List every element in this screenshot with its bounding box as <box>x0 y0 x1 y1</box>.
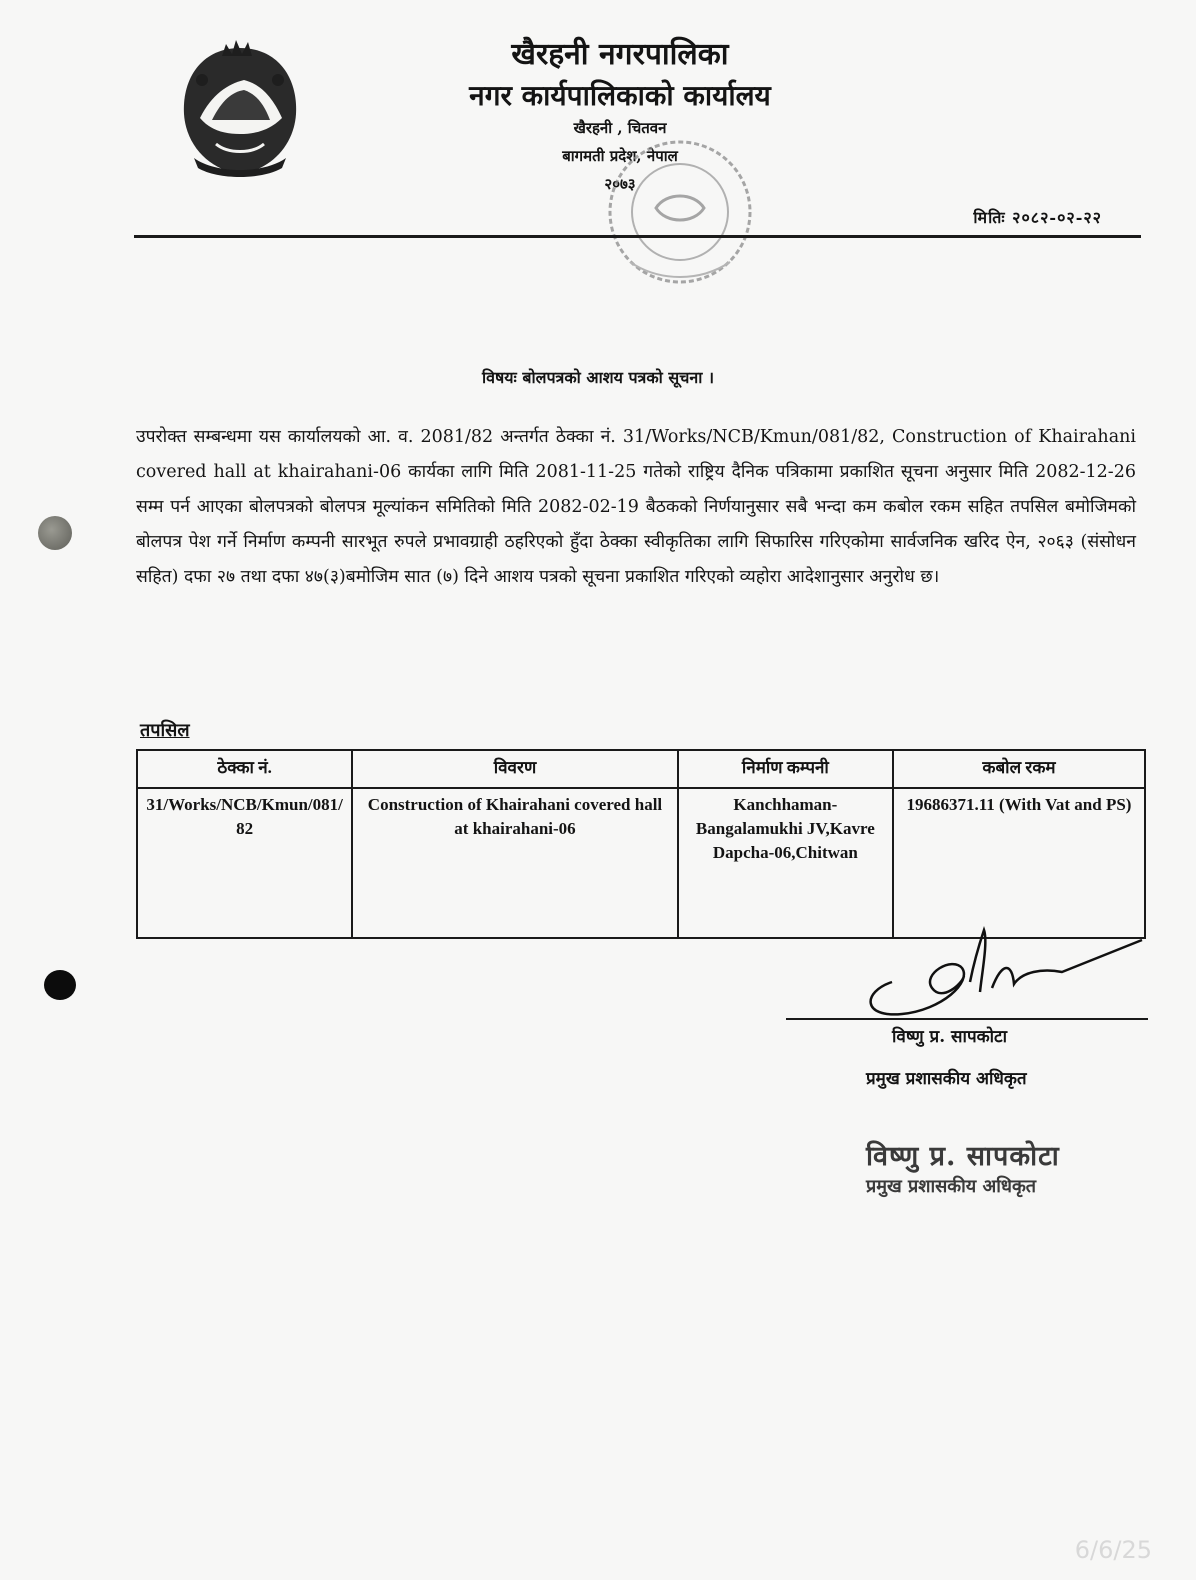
signer-name: विष्णु प्र. सापकोटा <box>892 1027 1008 1047</box>
corner-note: 6/6/25 <box>1074 1536 1152 1564</box>
table-header-row <box>137 750 1145 788</box>
header-divider <box>134 235 1141 238</box>
office-stamp-icon <box>590 112 770 312</box>
letter-date: मितिः २०८२-०२-२२ <box>973 208 1102 227</box>
office-name: नगर कार्यपालिकाको कार्यालय <box>469 79 771 112</box>
punch-hole-top <box>38 516 72 550</box>
cell-contract-no: 31/Works/NCB/Kmun/081/82 <box>137 788 352 938</box>
signature-icon <box>852 922 1152 1022</box>
details-table <box>136 749 1146 939</box>
header-contract-no: ठेक्का नं. <box>137 750 352 788</box>
address-line-1: खैरहनी , चितवन <box>573 119 667 137</box>
seal-name: विष्णु प्र. सापकोटा <box>866 1141 1060 1172</box>
cell-company: Kanchhaman-Bangalamukhi JV,Kavre Dapcha-06,Chitwan <box>678 788 893 938</box>
cell-description: Construction of Khairahani covered hall at khairahani-06 <box>352 788 678 938</box>
signature-line <box>786 1018 1148 1020</box>
header-company: निर्माण कम्पनी <box>678 750 893 788</box>
letter-body: उपरोक्त सम्बन्धमा यस कार्यालयको आ. व. 2081/82 अन्तर्गत ठेक्का नं. 31/Works/NCB/Kmun/081/82, Construction of Khairahani covered hall at khairahani-06 कार्यका लागि मिति 2081-11-25 गतेको राष्ट्रिय दैनिक पत्रिकामा प्रकाशित सूचना अनुसार मिति 2082-12-26 सम्म पर्न आएका बोलपत्रको बोलपत्र मूल्यांकन समितिको मिति 2082-02-19 बैठकको निर्णयानुसार सबै भन्दा कम कबोल रकम सहित तपसिल बमोजिमको बोलपत्र पेश गर्ने निर्माण कम्पनी सारभूत रुपले प्रभावग्राही ठहरिएको हुँदा ठेक्का स्वीकृतिका लागि सिफारिस गरिएकोमा सार्वजनिक खरिद ऐन, २०६३ (संसोधन सहित) दफा २७ तथा दफा ४७(३)बमोजिम सात (७) दिने आशय पत्रको सूचना प्रकाशित गरिएको व्यहोरा आदेशानुसार अनुरोध छ। <box>136 427 1136 587</box>
header-amount: कबोल रकम <box>893 750 1145 788</box>
letter-subject: विषयः बोलपत्रको आशय पत्रको सूचना । <box>481 368 715 387</box>
address-line-3: २०७३ <box>604 175 636 193</box>
cell-amount: 19686371.11 (With Vat and PS) <box>893 788 1145 938</box>
details-heading: तपसिल <box>140 720 190 741</box>
signer-title: प्रमुख प्रशासकीय अधिकृत <box>866 1069 1027 1089</box>
table-row <box>137 788 1145 938</box>
address-line-2: बागमती प्रदेश, नेपाल <box>562 147 678 165</box>
seal-title: प्रमुख प्रशासकीय अधिकृत <box>866 1176 1037 1197</box>
nepal-emblem-icon <box>172 34 308 182</box>
punch-hole-bottom <box>44 970 76 1000</box>
municipality-name: खैरहनी नगरपालिका <box>511 37 729 72</box>
header-description: विवरण <box>352 750 678 788</box>
